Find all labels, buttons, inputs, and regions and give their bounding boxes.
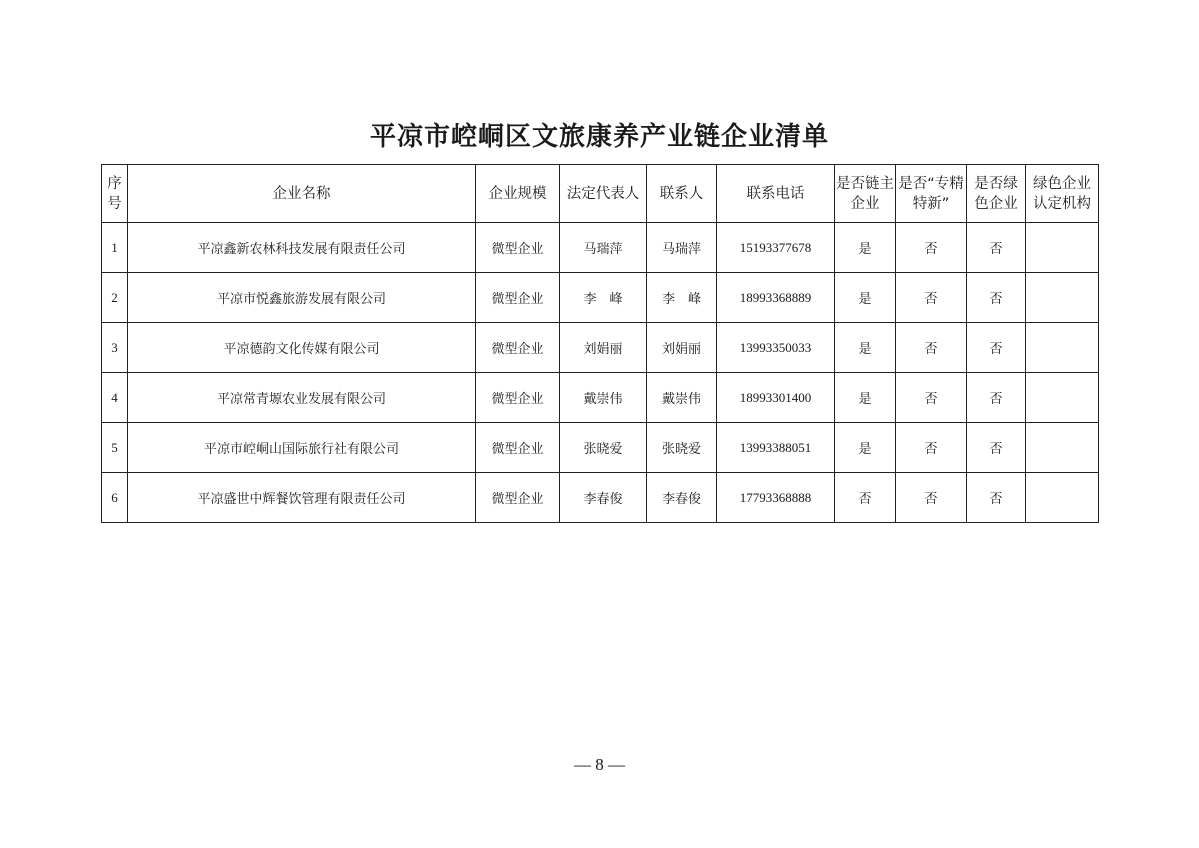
enterprise-table <box>101 164 1099 523</box>
header-scale: 企业规模 <box>476 165 560 223</box>
header-name: 企业名称 <box>128 165 476 223</box>
cell-scale: 微型企业 <box>476 273 560 323</box>
cell-legal-rep: 张晓爱 <box>560 423 647 473</box>
table-row <box>102 373 1099 423</box>
cell-specialized: 否 <box>896 473 967 523</box>
cell-green: 否 <box>967 423 1026 473</box>
cell-green-cert <box>1026 423 1099 473</box>
cell-phone: 18993368889 <box>717 273 835 323</box>
cell-company-name: 平凉市悦鑫旅游发展有限公司 <box>128 273 476 323</box>
cell-green-cert <box>1026 223 1099 273</box>
cell-legal-rep: 李春俊 <box>560 473 647 523</box>
cell-specialized: 否 <box>896 423 967 473</box>
cell-seq: 2 <box>102 273 128 323</box>
cell-phone: 13993350033 <box>717 323 835 373</box>
cell-seq: 1 <box>102 223 128 273</box>
cell-green: 否 <box>967 323 1026 373</box>
header-chain-leader: 是否链主企业 <box>835 165 896 223</box>
header-contact: 联系人 <box>647 165 717 223</box>
cell-contact: 马瑞萍 <box>647 223 717 273</box>
cell-company-name: 平凉鑫新农林科技发展有限责任公司 <box>128 223 476 273</box>
cell-chain-leader: 是 <box>835 273 896 323</box>
header-specialized: 是否“专精特新” <box>896 165 967 223</box>
cell-scale: 微型企业 <box>476 223 560 273</box>
cell-phone: 13993388051 <box>717 423 835 473</box>
header-green-cert: 绿色企业认定机构 <box>1026 165 1099 223</box>
header-legal-rep: 法定代表人 <box>560 165 647 223</box>
table-row <box>102 323 1099 373</box>
cell-chain-leader: 是 <box>835 323 896 373</box>
cell-legal-rep: 李 峰 <box>560 273 647 323</box>
cell-phone: 18993301400 <box>717 373 835 423</box>
cell-contact: 李 峰 <box>647 273 717 323</box>
header-green: 是否绿色企业 <box>967 165 1026 223</box>
cell-chain-leader: 是 <box>835 373 896 423</box>
cell-company-name: 平凉盛世中辉餐饮管理有限责任公司 <box>128 473 476 523</box>
cell-specialized: 否 <box>896 323 967 373</box>
cell-contact: 张晓爱 <box>647 423 717 473</box>
cell-legal-rep: 戴崇伟 <box>560 373 647 423</box>
cell-company-name: 平凉常青塬农业发展有限公司 <box>128 373 476 423</box>
cell-company-name: 平凉市崆峒山国际旅行社有限公司 <box>128 423 476 473</box>
cell-scale: 微型企业 <box>476 373 560 423</box>
table-row <box>102 223 1099 273</box>
cell-chain-leader: 否 <box>835 473 896 523</box>
cell-company-name: 平凉德韵文化传媒有限公司 <box>128 323 476 373</box>
cell-green-cert <box>1026 473 1099 523</box>
cell-contact: 李春俊 <box>647 473 717 523</box>
cell-seq: 5 <box>102 423 128 473</box>
cell-contact: 戴崇伟 <box>647 373 717 423</box>
table-header-row <box>102 165 1099 223</box>
cell-green-cert <box>1026 323 1099 373</box>
cell-green: 否 <box>967 223 1026 273</box>
cell-legal-rep: 刘娟丽 <box>560 323 647 373</box>
cell-green: 否 <box>967 373 1026 423</box>
header-seq: 序号 <box>102 165 128 223</box>
cell-legal-rep: 马瑞萍 <box>560 223 647 273</box>
cell-green: 否 <box>967 273 1026 323</box>
cell-scale: 微型企业 <box>476 473 560 523</box>
cell-phone: 15193377678 <box>717 223 835 273</box>
cell-green-cert <box>1026 373 1099 423</box>
document-title: 平凉市崆峒区文旅康养产业链企业清单 <box>369 122 829 152</box>
page-number: — 8 — <box>574 755 625 774</box>
cell-chain-leader: 是 <box>835 223 896 273</box>
cell-seq: 4 <box>102 373 128 423</box>
cell-specialized: 否 <box>896 223 967 273</box>
cell-scale: 微型企业 <box>476 423 560 473</box>
table-row <box>102 273 1099 323</box>
cell-chain-leader: 是 <box>835 423 896 473</box>
cell-green: 否 <box>967 473 1026 523</box>
table-row <box>102 473 1099 523</box>
header-phone: 联系电话 <box>717 165 835 223</box>
cell-specialized: 否 <box>896 373 967 423</box>
cell-scale: 微型企业 <box>476 323 560 373</box>
cell-phone: 17793368888 <box>717 473 835 523</box>
cell-specialized: 否 <box>896 273 967 323</box>
table-row <box>102 423 1099 473</box>
cell-green-cert <box>1026 273 1099 323</box>
cell-seq: 3 <box>102 323 128 373</box>
cell-contact: 刘娟丽 <box>647 323 717 373</box>
cell-seq: 6 <box>102 473 128 523</box>
